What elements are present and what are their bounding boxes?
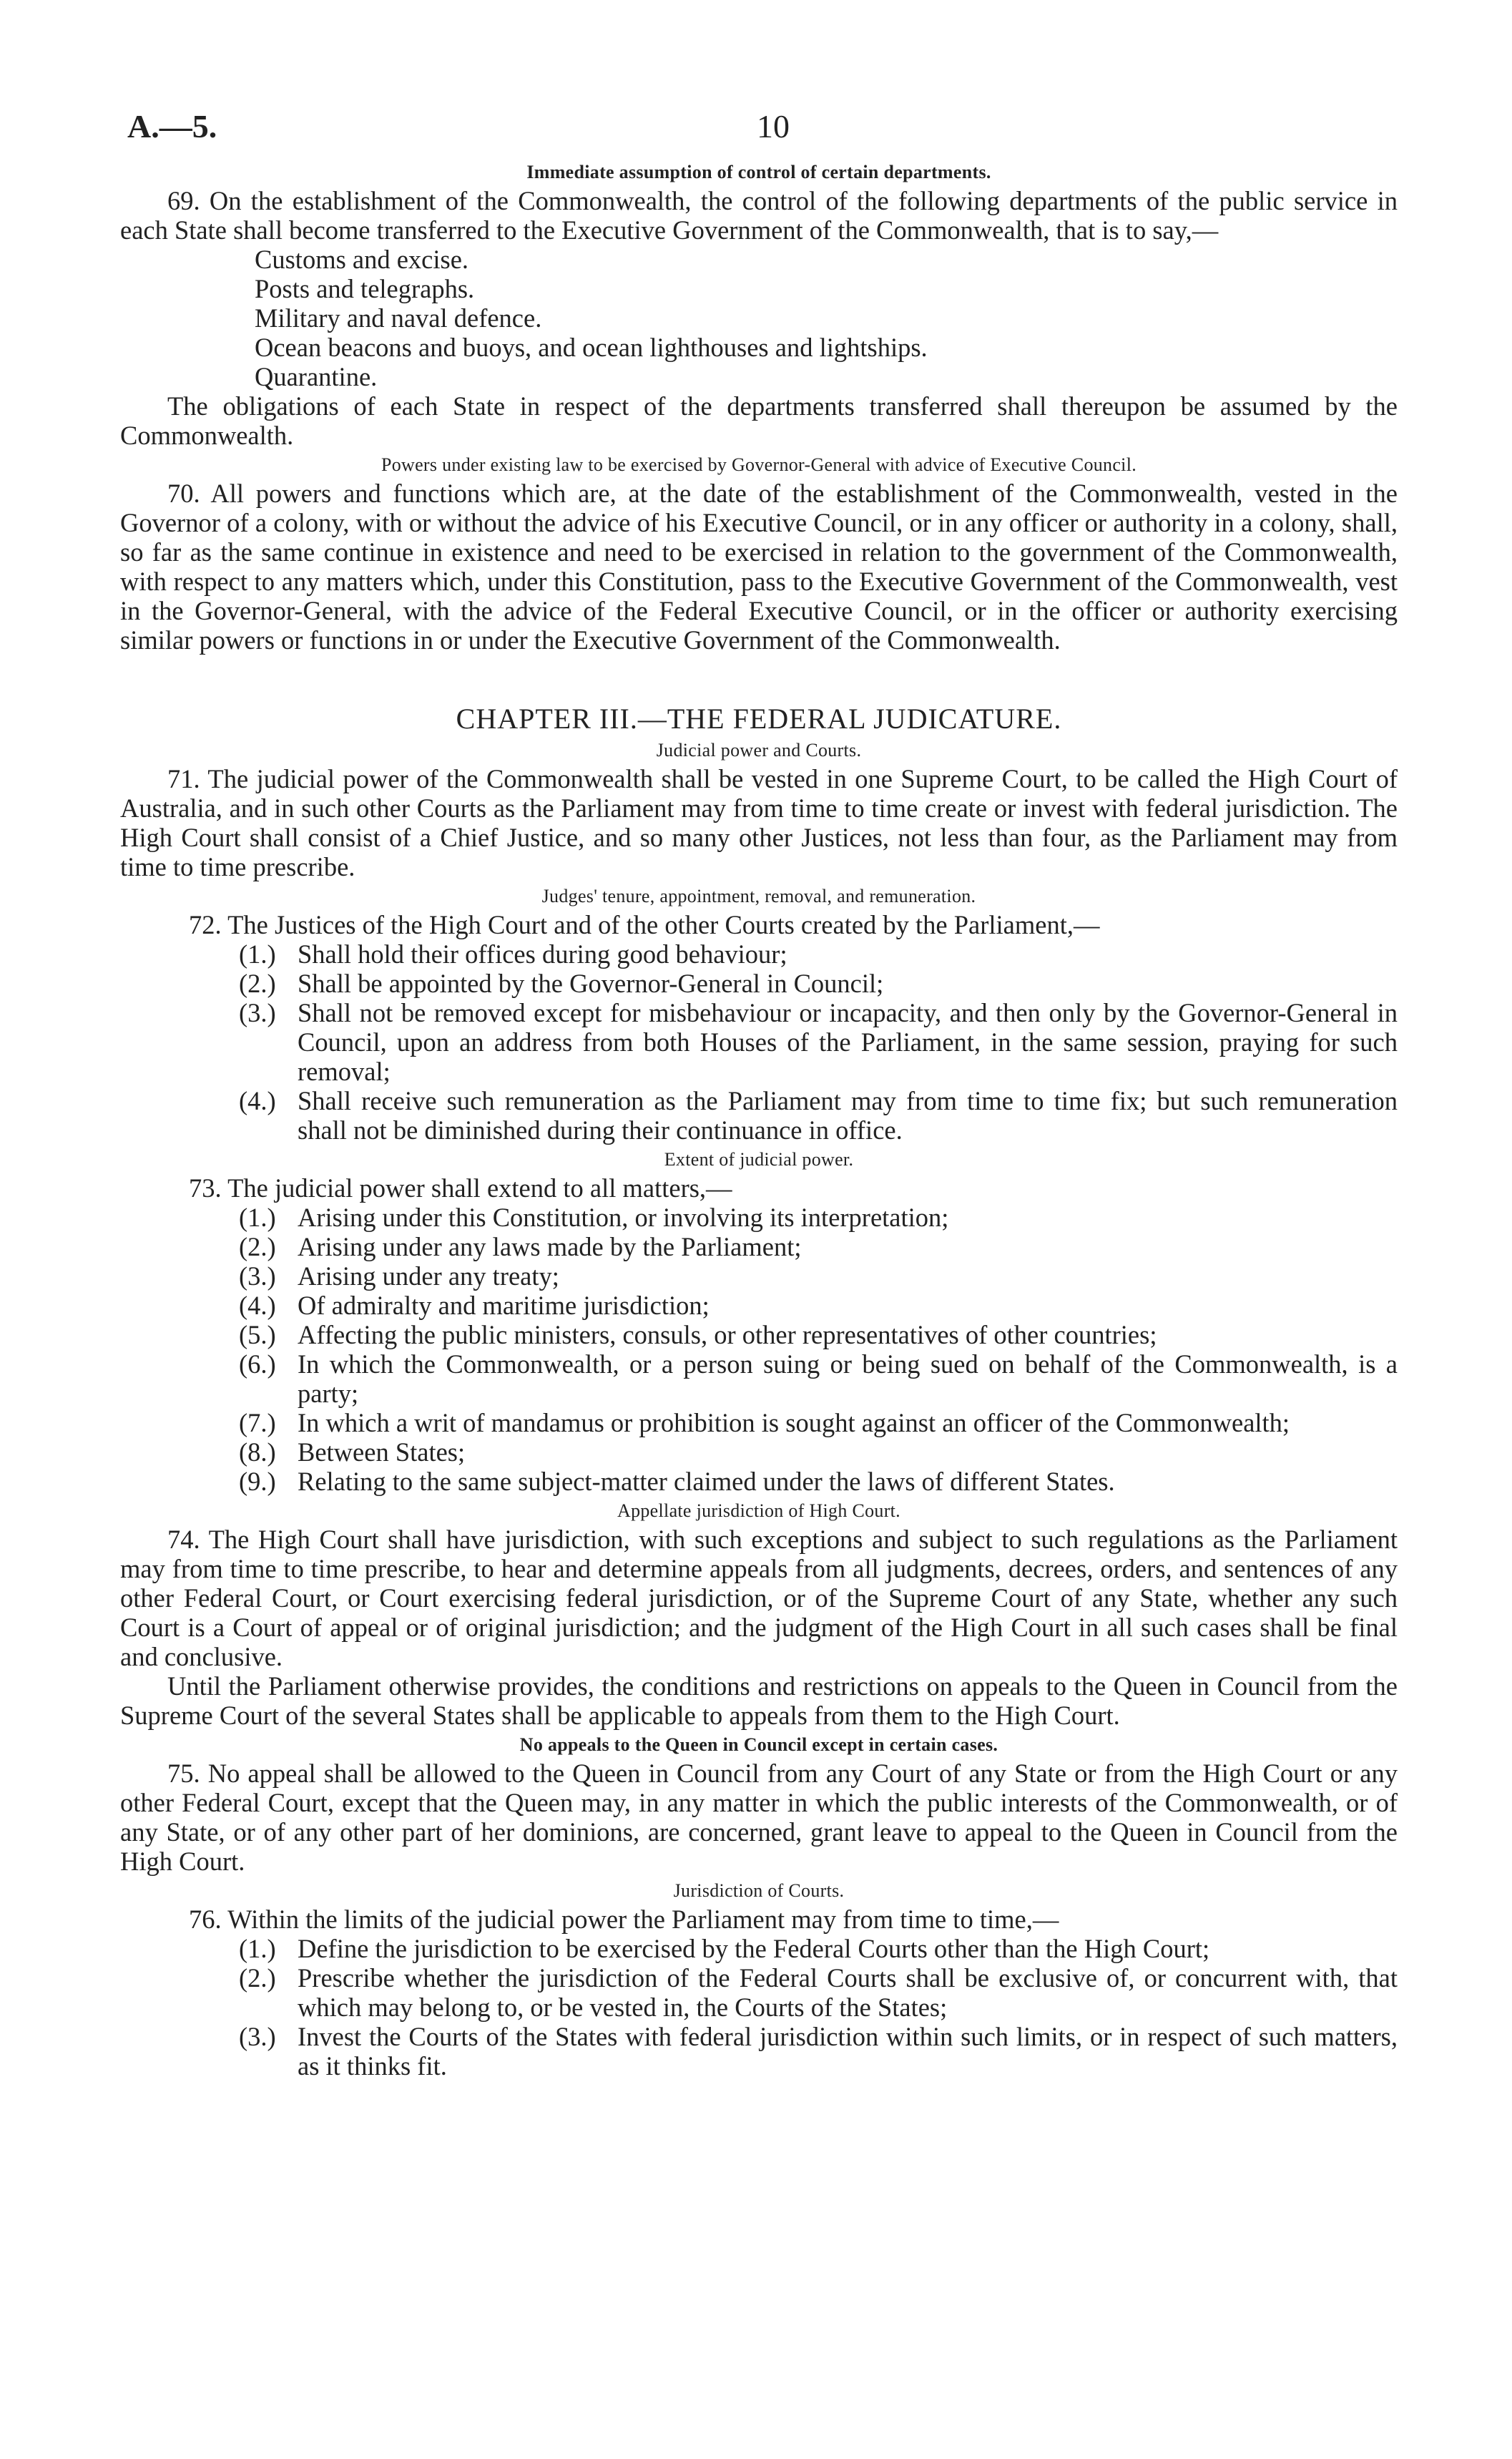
- margin-note-70: Powers under existing law to be exercised by Governor-General with advice of Executive Council.: [381, 454, 1137, 475]
- section-69-closing: The obligations of each State in respect of the departments transferred shall thereupon be assumed by the Commonwealth.: [120, 391, 1398, 450]
- section-76: [120, 1905, 1398, 2081]
- item-text: Shall not be removed except for misbehaviour or incapacity, and then only by the Governor-General in Council, upon an address from both Houses of the Parliament, in the same session, praying for such removal;: [298, 998, 1398, 1086]
- item-number: (1.): [239, 1934, 276, 1963]
- item-number: (8.): [239, 1437, 276, 1467]
- list-item: [239, 1934, 1398, 1963]
- list-item: [239, 1349, 1398, 1408]
- item-text: In which the Commonwealth, or a person suing or being sued on behalf of the Commonwealth, is a party;: [298, 1349, 1398, 1408]
- chapter-heading: CHAPTER III.—THE FEDERAL JUDICATURE.: [456, 703, 1062, 735]
- item-text: Shall be appointed by the Governor-General in Council;: [298, 969, 884, 998]
- section-75-text: 75. No appeal shall be allowed to the Queen in Council from any Court of any State or from the High Court or any other Federal Court, except that the Queen may, in any matter in which the public interests of the Commonwealth, or of any State, or of any other part of her dominions, are concerned, grant leave to appeal to the Queen in Council from the High Court.: [120, 1759, 1398, 1876]
- item-text: Of admiralty and maritime jurisdiction;: [298, 1291, 710, 1320]
- list-item: [239, 1963, 1398, 2022]
- section-71: [120, 764, 1398, 881]
- margin-note-72: Judges' tenure, appointment, removal, and remuneration.: [541, 886, 976, 906]
- list-item: [239, 1232, 1398, 1261]
- section-69-text: 69. On the establishment of the Commonwealth, the control of the following departments of the public service in each State shall become transferred to the Executive Government of the Commonwealth, that is to say,—: [120, 186, 1398, 245]
- list-item: [239, 1086, 1398, 1145]
- section-70-text: 70. All powers and functions which are, at the date of the establishment of the Commonwealth, vested in the Governor of a colony, with or without the advice of his Executive Council, or in any officer or authority in a colony, shall, so far as the same continue in existence and need to be exercised in relation to the government of the Commonwealth, with respect to any matters which, under this Constitution, pass to the Executive Government of the Commonwealth, vest in the Governor-General, with the advice of the Federal Executive Council, or in the officer or authority exercising similar powers or functions in or under the Executive Government of the Commonwealth.: [120, 479, 1398, 655]
- item-number: (2.): [239, 1232, 276, 1261]
- section-69: [120, 186, 1398, 450]
- section-75: [120, 1759, 1398, 1876]
- section-74: [120, 1525, 1398, 1730]
- item-text: Prescribe whether the jurisdiction of the Federal Courts shall be exclusive of, or concurrent with, that which may belong to, or be vested in, the Courts of the States;: [298, 1963, 1398, 2022]
- item-number: (2.): [239, 969, 276, 998]
- list-item: [239, 1203, 1398, 1232]
- section-72: [120, 910, 1398, 1145]
- list-item: [239, 1320, 1398, 1349]
- margin-note-74: Appellate jurisdiction of High Court.: [617, 1500, 900, 1521]
- list-item: Military and naval defence.: [255, 303, 542, 333]
- page-number: 10: [757, 108, 790, 145]
- item-number: (9.): [239, 1467, 276, 1496]
- item-number: (3.): [239, 1261, 276, 1291]
- item-number: (2.): [239, 1963, 276, 1993]
- section-71-text: 71. The judicial power of the Commonwealth shall be vested in one Supreme Court, to be called the High Court of Australia, and in such other Courts as the Parliament may from time to time create or invest with federal jurisdiction. The High Court shall consist of a Chief Justice, and so many other Justices, not less than four, as the Parliament may from time to time prescribe.: [120, 764, 1398, 881]
- item-text: Relating to the same subject-matter claimed under the laws of different States.: [298, 1467, 1115, 1496]
- margin-note-75: No appeals to the Queen in Council except in certain cases.: [519, 1734, 998, 1755]
- item-number: (5.): [239, 1320, 276, 1349]
- item-text: In which a writ of mandamus or prohibition is sought against an officer of the Commonwealth;: [298, 1408, 1290, 1437]
- item-number: (1.): [239, 939, 276, 969]
- list-item: [239, 1261, 1398, 1291]
- list-item: [239, 998, 1398, 1086]
- list-item: Posts and telegraphs.: [255, 274, 475, 303]
- section-72-intro: 72. The Justices of the High Court and of the other Courts created by the Parliament,—: [189, 910, 1100, 939]
- section-76-intro: 76. Within the limits of the judicial power the Parliament may from time to time,—: [189, 1905, 1059, 1934]
- section-73-intro: 73. The judicial power shall extend to all matters,—: [189, 1173, 732, 1203]
- list-item: [239, 1408, 1398, 1437]
- item-text: Shall receive such remuneration as the Parliament may from time to time fix; but such remuneration shall not be diminished during their continuance in office.: [298, 1086, 1398, 1145]
- section-69-list: [120, 245, 1398, 391]
- list-item: Customs and excise.: [255, 245, 469, 274]
- item-text: Arising under any treaty;: [298, 1261, 559, 1291]
- list-item: [239, 2022, 1398, 2081]
- list-item: [239, 1291, 1398, 1320]
- margin-note-73: Extent of judicial power.: [664, 1149, 854, 1170]
- document-reference: A.—5.: [127, 108, 217, 145]
- list-item: [239, 1437, 1398, 1467]
- item-text: Affecting the public ministers, consuls, or other representatives of other countries;: [298, 1320, 1157, 1349]
- section-70: [120, 479, 1398, 655]
- page-header: [120, 107, 1398, 157]
- item-text: Between States;: [298, 1437, 466, 1467]
- item-number: (6.): [239, 1349, 276, 1379]
- item-text: Shall hold their offices during good behaviour;: [298, 939, 787, 969]
- margin-note-69: Immediate assumption of control of certain departments.: [526, 162, 991, 182]
- item-text: Define the jurisdiction to be exercised by the Federal Courts other than the High Court;: [298, 1934, 1210, 1963]
- item-number: (4.): [239, 1291, 276, 1320]
- margin-note-71: Judicial power and Courts.: [656, 740, 862, 761]
- item-number: (3.): [239, 998, 276, 1027]
- list-item: Quarantine.: [255, 362, 378, 391]
- margin-note-76: Jurisdiction of Courts.: [673, 1880, 845, 1901]
- item-text: Arising under any laws made by the Parliament;: [298, 1232, 802, 1261]
- item-number: (4.): [239, 1086, 276, 1115]
- item-number: (3.): [239, 2022, 276, 2051]
- item-number: (1.): [239, 1203, 276, 1232]
- item-number: (7.): [239, 1408, 276, 1437]
- item-text: Arising under this Constitution, or involving its interpretation;: [298, 1203, 949, 1232]
- list-item: [239, 969, 1398, 998]
- list-item: [239, 1467, 1398, 1496]
- item-text: Invest the Courts of the States with federal jurisdiction within such limits, or in respect of such matters, as it thinks fit.: [298, 2022, 1398, 2081]
- list-item: [239, 939, 1398, 969]
- list-item: Ocean beacons and buoys, and ocean lighthouses and lightships.: [255, 333, 928, 362]
- section-74-text-2: Until the Parliament otherwise provides, the conditions and restrictions on appeals to the Queen in Council from the Supreme Court of the several States shall be applicable to appeals from them to the High Court.: [120, 1671, 1398, 1730]
- section-74-text: 74. The High Court shall have jurisdiction, with such exceptions and subject to such regulations as the Parliament may from time to time prescribe, to hear and determine appeals from all judgments, decrees, orders, and sentences of any other Federal Court, or Court exercising federal jurisdiction, or of the Supreme Court of any State, whether any such Court is a Court of appeal or of original jurisdiction; and the judgment of the High Court in all such cases shall be final and conclusive.: [120, 1525, 1398, 1671]
- section-73: [120, 1173, 1398, 1496]
